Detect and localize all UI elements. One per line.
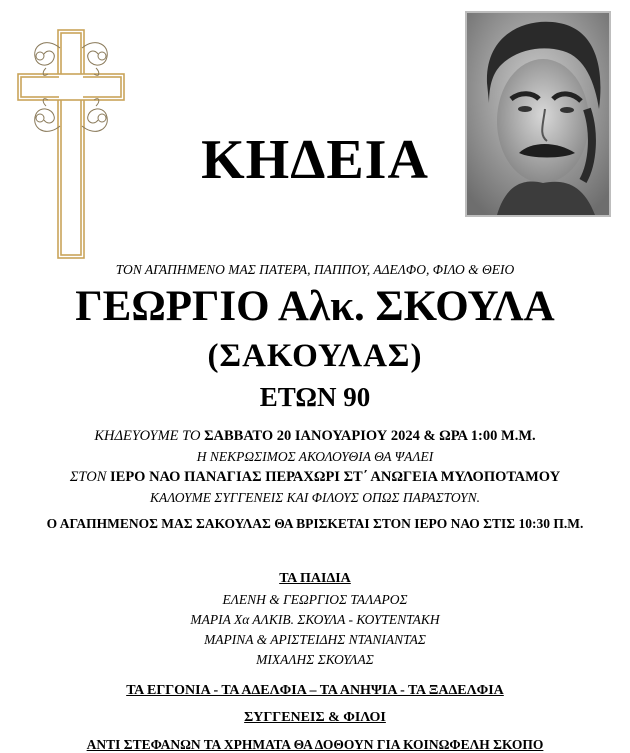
- service-liturgy-line: Η ΝΕΚΡΩΣΙΜΟΣ ΑΚΟΛΟΥΘΙΑ ΘΑ ΨΑΛΕΙ: [196, 449, 434, 464]
- viewing-time-line: Ο ΑΓΑΠΗΜΕΝΟΣ ΜΑΣ ΣΑΚΟΥΛΑΣ ΘΑ ΒΡΙΣΚΕΤΑΙ ΣΤΟΝ ΙΕΡΟ ΝΑΟ ΣΤΙΣ 10:30 Π.Μ.: [46, 516, 584, 531]
- deceased-age: ΕΤΩΝ 90: [259, 382, 371, 412]
- service-date-line: [0, 428, 630, 445]
- children-heading: ΤΑ ΠΑΙΔΙΑ: [279, 571, 351, 586]
- service-place: ΙΕΡΟ ΝΑΟ ΠΑΝΑΓΙΑΣ ΠΕΡΑΧΩΡΙ ΣΤ΄ ΑΝΩΓΕΙΑ ΜΥΛΟΠΟΤΑΜΟΥ: [110, 469, 561, 485]
- child-name: ΜΑΡΙΑ Χα ΑΛΚΙΒ. ΣΚΟΥΛΑ - ΚΟΥΤΕΝΤΑΚΗ: [190, 612, 440, 627]
- deceased-portrait-photo: [465, 11, 611, 217]
- deceased-nickname: (ΣΑΚΟΥΛΑΣ): [207, 338, 423, 374]
- deceased-name: ΓΕΩΡΓΙΟ Αλκ. ΣΚΟΥΛΑ: [75, 283, 555, 330]
- ornate-cross-icon: [16, 28, 126, 260]
- child-name: ΜΙΧΑΛΗΣ ΣΚΟΥΛΑΣ: [256, 652, 374, 667]
- child-name: ΕΛΕΝΗ & ΓΕΩΡΓΙΟΣ ΤΑΛΑΡΟΣ: [222, 592, 408, 607]
- donation-note: ΑΝΤΙ ΣΤΕΦΑΝΩΝ ΤΑ ΧΡΗΜΑΤΑ ΘΑ ΔΟΘΟΥΝ ΓΙΑ ΚΟΙΝΩΦΕΛΗ ΣΚΟΠΟ: [86, 737, 544, 752]
- page-title: ΚΗΔΕΙΑ: [201, 129, 429, 191]
- child-name: ΜΑΡΙΝΑ & ΑΡΙΣΤΕΙΔΗΣ ΝΤΑΝΙΑΝΤΑΣ: [204, 632, 426, 647]
- family-friends-line: ΣΥΓΓΕΝΕΙΣ & ΦΙΛΟΙ: [244, 710, 386, 725]
- relatives-line: ΤΑ ΕΓΓΟΝΙΑ - ΤΑ ΑΔΕΛΦΙΑ – ΤΑ ΑΝΗΨΙΑ - ΤΑ ΞΑΔΕΛΦΙΑ: [126, 683, 504, 698]
- relationship-subtitle: ΤΟΝ ΑΓΑΠΗΜΕΝΟ ΜΑΣ ΠΑΤΕΡΑ, ΠΑΠΠΟΥ, ΑΔΕΛΦΟ, ΦΙΛΟ & ΘΕΙΟ: [115, 262, 515, 277]
- service-place-prefix: ΣΤΟΝ: [69, 469, 107, 485]
- service-date: ΣΑΒΒΑΤΟ 20 ΙΑΝΟΥΑΡΙΟΥ 2024 & ΩΡΑ 1:00 Μ.Μ.: [204, 428, 536, 444]
- invitation-line: ΚΑΛΟΥΜΕ ΣΥΓΓΕΝΕΙΣ ΚΑΙ ΦΙΛΟΥΣ ΟΠΩΣ ΠΑΡΑΣΤΟΥΝ.: [149, 490, 480, 505]
- service-date-prefix: ΚΗΔΕΥΟΥΜΕ ΤΟ: [94, 428, 201, 444]
- service-place-line: [0, 469, 630, 486]
